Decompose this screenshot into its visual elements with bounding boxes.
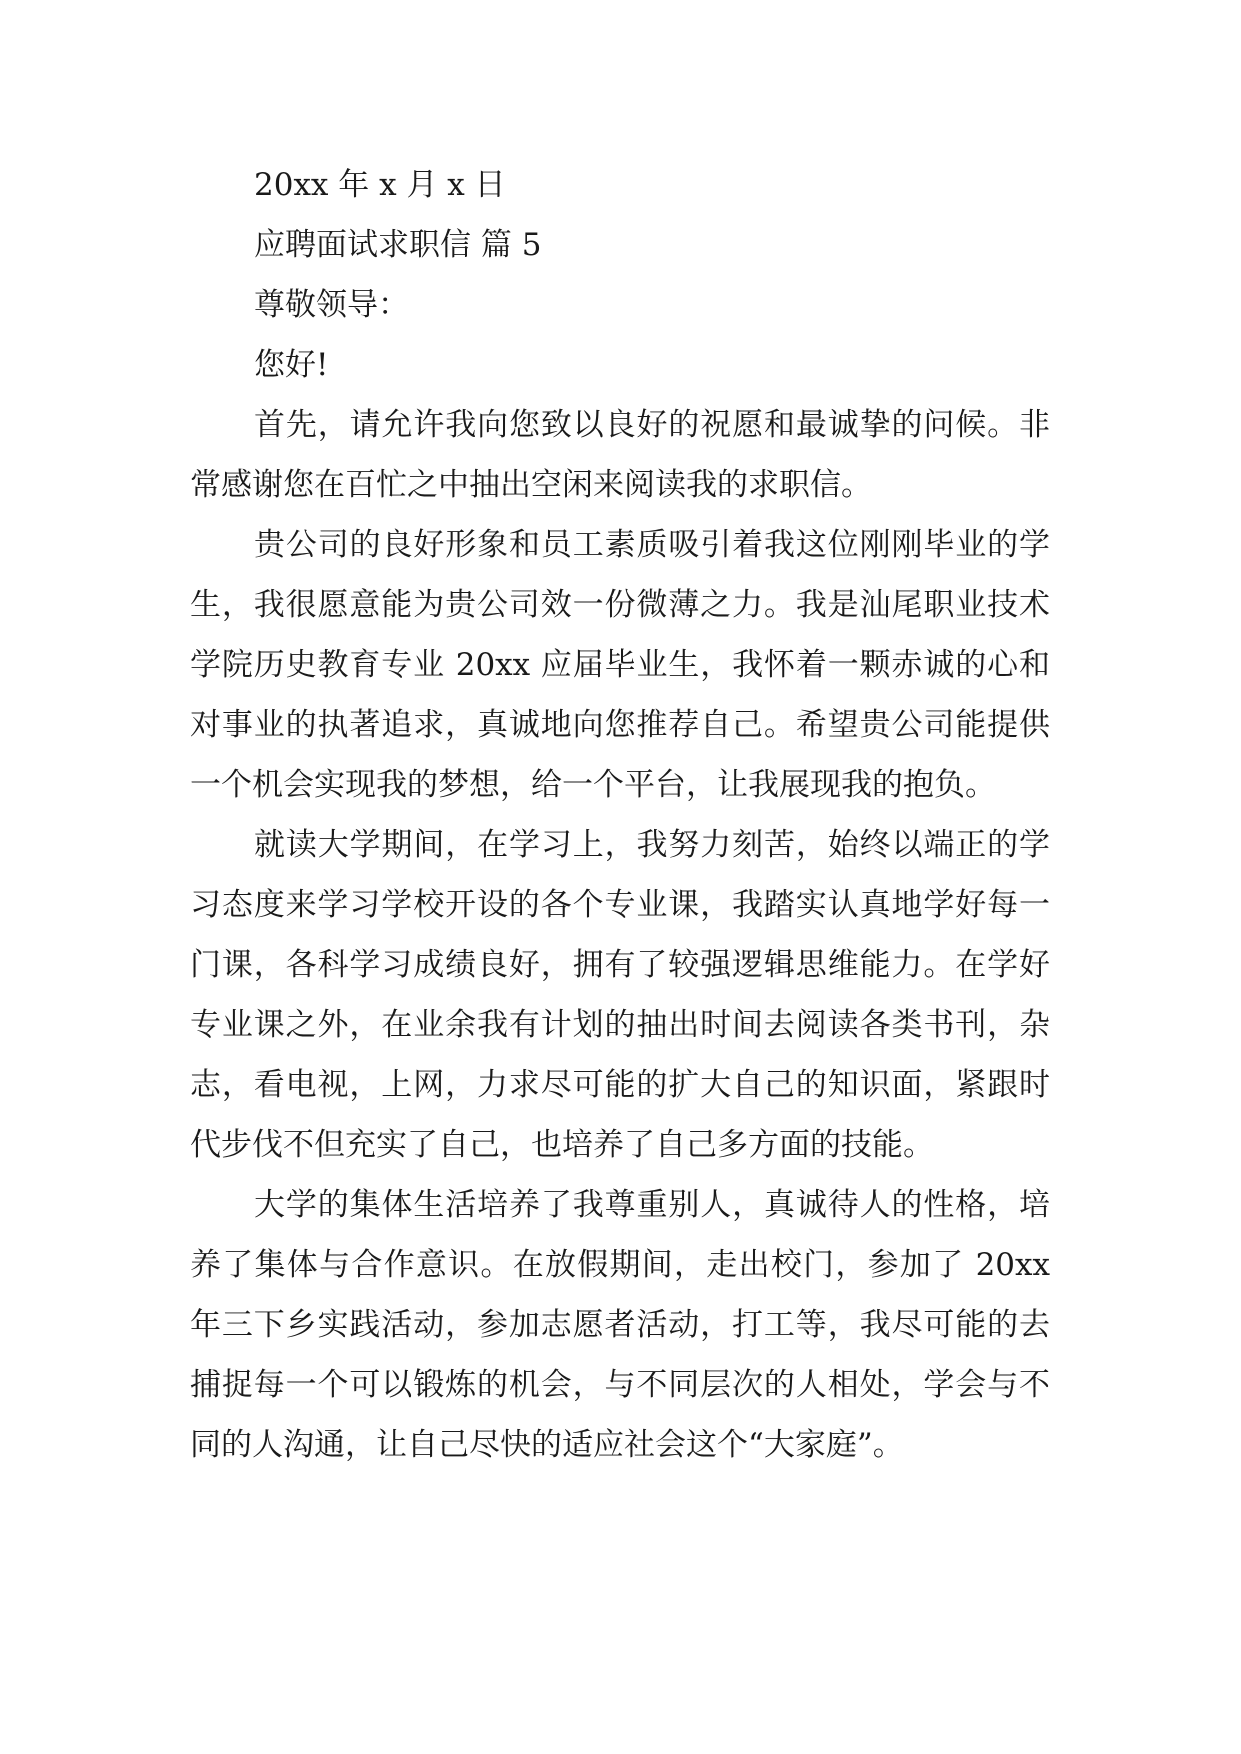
letter-body bbox=[190, 155, 1050, 1475]
paragraph-3: 就读大学期间，在学习上，我努力刻苦，始终以端正的学习态度来学习学校开设的各个专业课，我踏实认真地学好每一门课，各科学习成绩良好，拥有了较强逻辑思维能力。在学好专业课之外，在业余我有计划的抽出时间去阅读各类书刊，杂志，看电视，上网，力求尽可能的扩大自己的知识面，紧跟时代步伐不但充实了自己，也培养了自己多方面的技能。 bbox=[190, 827, 1050, 1163]
greeting: 您好! bbox=[254, 347, 329, 383]
letter-heading: 应聘面试求职信 篇 5 bbox=[254, 227, 542, 263]
paragraph-1: 首先，请允许我向您致以良好的祝愿和最诚挚的问候。非常感谢您在百忙之中抽出空闲来阅读我的求职信。 bbox=[190, 407, 1050, 503]
paragraph-2: 贵公司的良好形象和员工素质吸引着我这位刚刚毕业的学生，我很愿意能为贵公司效一份微薄之力。我是汕尾职业技术学院历史教育专业 20xx 应届毕业生，我怀着一颗赤诚的心和对事业的执著追求，真诚地向您推荐自己。希望贵公司能提供一个机会实现我的梦想，给一个平台，让我展现我的抱负。 bbox=[190, 527, 1050, 803]
date-line: 20xx 年 x 月 x 日 bbox=[254, 167, 506, 203]
salutation: 尊敬领导： bbox=[254, 287, 409, 323]
paragraph-4: 大学的集体生活培养了我尊重别人，真诚待人的性格，培养了集体与合作意识。在放假期间，走出校门，参加了 20xx 年三下乡实践活动，参加志愿者活动，打工等，我尽可能的去捕捉每一个可以锻炼的机会，与不同层次的人相处，学会与不同的人沟通，让自己尽快的适应社会这个“大家庭”。 bbox=[190, 1187, 1050, 1463]
